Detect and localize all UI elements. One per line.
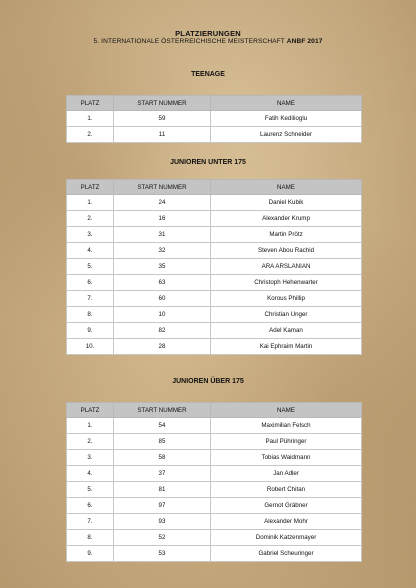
table-row [67,530,362,546]
table-row [67,546,362,562]
cell-name: Christian Unger [211,307,362,323]
cell-platz: 7. [67,291,114,307]
cell-start: 37 [114,466,211,482]
cell-platz: 6. [67,275,114,291]
cell-platz: 5. [67,482,114,498]
cell-platz: 2. [67,434,114,450]
table-row [67,227,362,243]
section-title-junioren-ueber-175: JUNIOREN ÜBER 175 [172,378,244,385]
table-row [67,195,362,211]
cell-start: 97 [114,498,211,514]
table-row [67,323,362,339]
table-row [67,514,362,530]
cell-name: Kai Ephraim Martin [211,339,362,355]
cell-name: Christoph Hehenwarter [211,275,362,291]
column-header-start: START NUMMER [114,403,211,418]
cell-start: 85 [114,434,211,450]
table-header-row [67,180,362,195]
cell-start: 81 [114,482,211,498]
cell-start: 31 [114,227,211,243]
cell-name: Maximilian Felsch [211,418,362,434]
cell-start: 63 [114,275,211,291]
subtitle-bold: ANBF 2017 [286,38,323,45]
column-header-start: START NUMMER [114,96,211,111]
table-row [67,339,362,355]
cell-name: ARA ARSLANIAN [211,259,362,275]
cell-name: Tobias Waidmann [211,450,362,466]
cell-start: 28 [114,339,211,355]
cell-name: Gernot Gräbner [211,498,362,514]
cell-name: Adel Kaman [211,323,362,339]
column-header-name: NAME [211,180,362,195]
cell-platz: 2. [67,211,114,227]
section-title-junioren-unter-175: JUNIOREN UNTER 175 [170,159,246,166]
subtitle-main: 5. INTERNATIONALE ÖSTERREICHISCHE MEISTERSCHAFT [93,38,285,45]
cell-name: Alexander Mohr [211,514,362,530]
column-header-platz: PLATZ [67,96,114,111]
table-row [67,275,362,291]
column-header-platz: PLATZ [67,403,114,418]
cell-name: Daniel Kubik [211,195,362,211]
cell-name: Laurenz Schneider [211,127,362,143]
cell-name: Gabriel Scheuringer [211,546,362,562]
cell-platz: 6. [67,498,114,514]
column-header-start: START NUMMER [114,180,211,195]
cell-platz: 8. [67,530,114,546]
results-table-teenage [66,95,362,143]
table-row [67,243,362,259]
cell-platz: 4. [67,243,114,259]
cell-start: 16 [114,211,211,227]
cell-name: Alexander Krump [211,211,362,227]
cell-start: 59 [114,111,211,127]
cell-platz: 3. [67,227,114,243]
cell-start: 58 [114,450,211,466]
cell-name: Paul Pühringer [211,434,362,450]
table-row [67,434,362,450]
results-table-junioren-ueber-175 [66,402,362,562]
cell-name: Korous Phillip [211,291,362,307]
table-row [67,418,362,434]
cell-start: 93 [114,514,211,530]
cell-start: 32 [114,243,211,259]
cell-name: Dominik Katzenmayer [211,530,362,546]
cell-start: 60 [114,291,211,307]
page-subtitle [0,38,416,45]
cell-name: Fatih Kedilioglu [211,111,362,127]
cell-platz: 7. [67,514,114,530]
cell-platz: 8. [67,307,114,323]
page-title: PLATZIERUNGEN [175,29,241,38]
cell-start: 53 [114,546,211,562]
cell-name: Jan Adler [211,466,362,482]
cell-platz: 10. [67,339,114,355]
cell-start: 82 [114,323,211,339]
table-row [67,291,362,307]
cell-platz: 9. [67,323,114,339]
column-header-platz: PLATZ [67,180,114,195]
section-title-teenage: TEENAGE [191,71,225,78]
cell-start: 10 [114,307,211,323]
table-row [67,259,362,275]
column-header-name: NAME [211,96,362,111]
cell-start: 35 [114,259,211,275]
cell-platz: 1. [67,111,114,127]
table-row [67,211,362,227]
table-row [67,111,362,127]
table-header-row [67,403,362,418]
column-header-name: NAME [211,403,362,418]
table-row [67,450,362,466]
cell-start: 11 [114,127,211,143]
cell-platz: 5. [67,259,114,275]
cell-name: Martin Prötz [211,227,362,243]
table-row [67,127,362,143]
results-table-junioren-unter-175 [66,179,362,355]
cell-platz: 4. [67,466,114,482]
cell-platz: 1. [67,195,114,211]
cell-platz: 3. [67,450,114,466]
cell-name: Steven Abou Rachid [211,243,362,259]
table-row [67,498,362,514]
cell-name: Robert Chitan [211,482,362,498]
table-header-row [67,96,362,111]
table-row [67,482,362,498]
cell-platz: 2. [67,127,114,143]
cell-platz: 1. [67,418,114,434]
cell-start: 54 [114,418,211,434]
cell-start: 52 [114,530,211,546]
cell-start: 24 [114,195,211,211]
table-row [67,466,362,482]
table-row [67,307,362,323]
cell-platz: 9. [67,546,114,562]
